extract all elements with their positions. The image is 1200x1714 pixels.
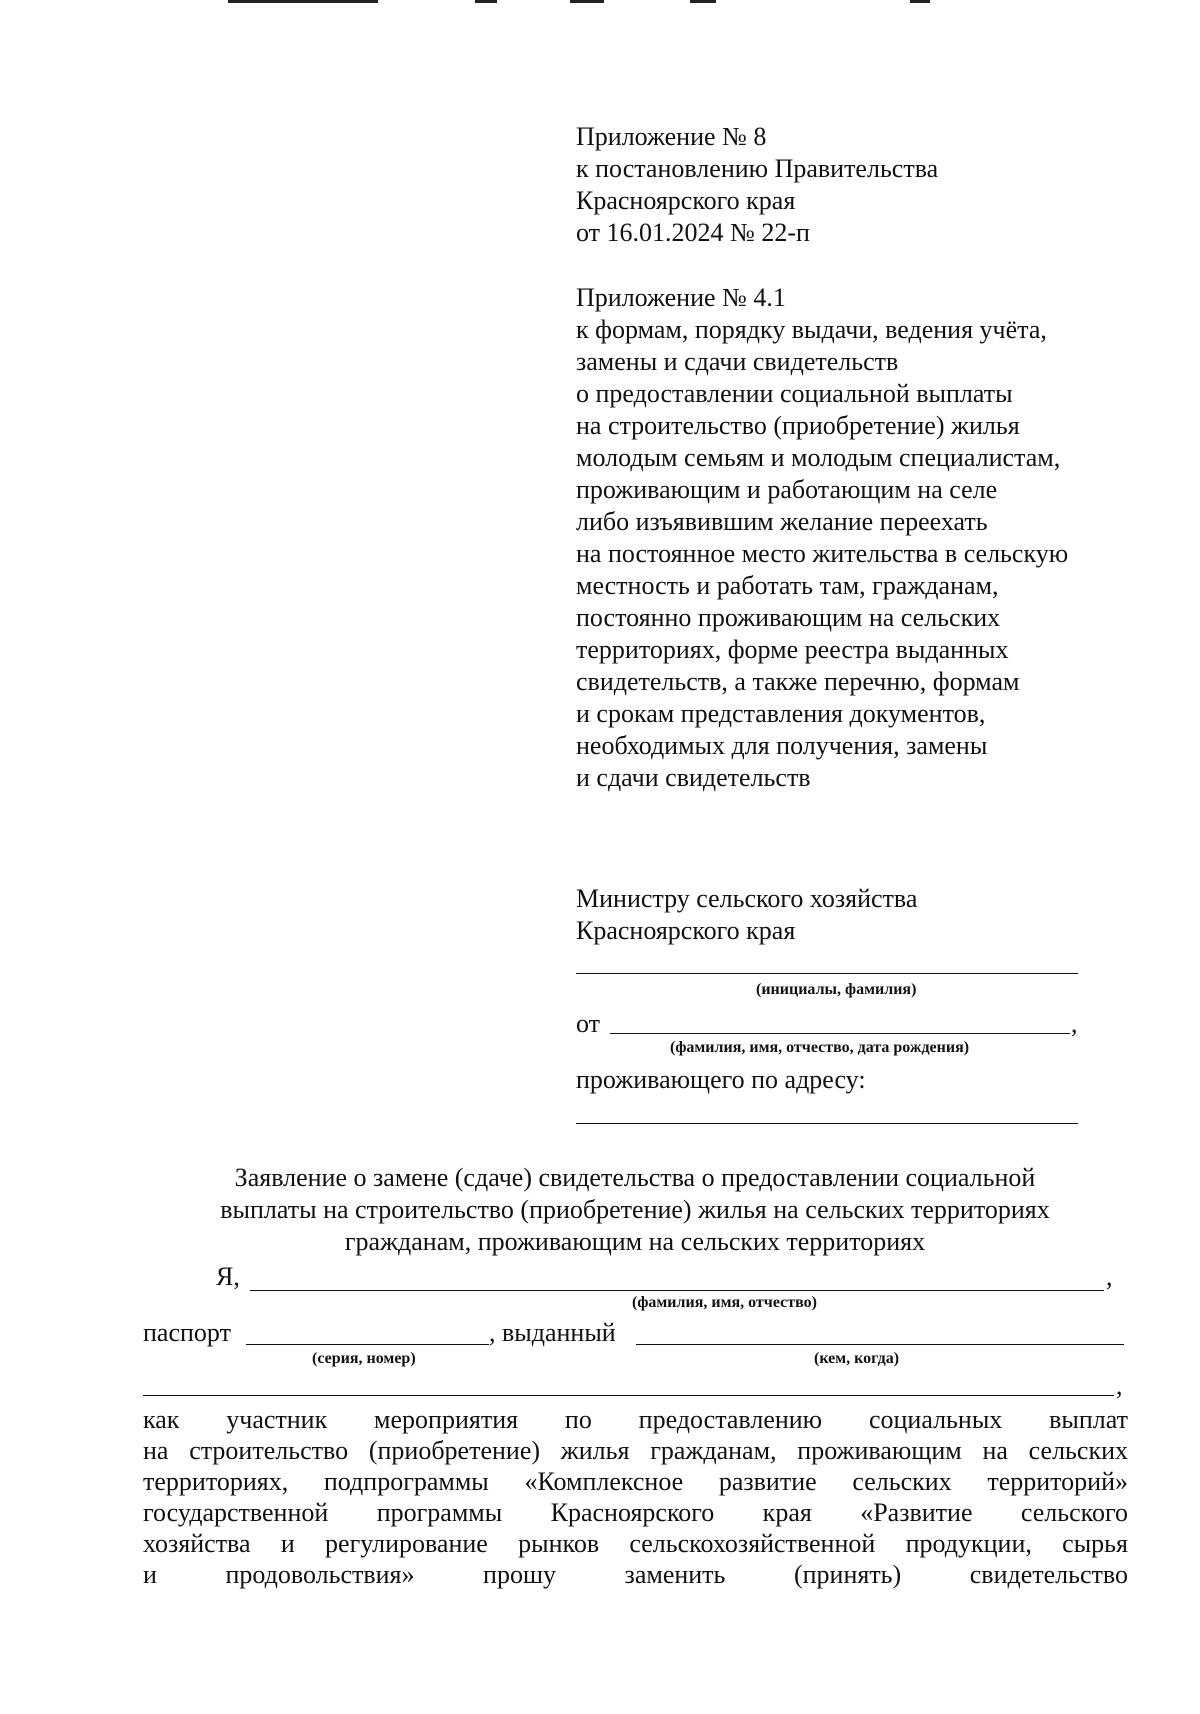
body-line: территориях, подпрограммы «Комплексное развитие сельских территорий» <box>143 1467 1128 1496</box>
scan-edge-marks <box>0 0 1200 6</box>
title-line: выплаты на строительство (приобретение) жилья на сельских территориях <box>220 1195 1050 1224</box>
fio-field[interactable] <box>250 1290 1104 1291</box>
title-line: Заявление о замене (сдаче) свидетельства о предоставлении социальной <box>234 1163 1036 1192</box>
address-label: проживающего по адресу: <box>576 1065 866 1094</box>
appendix-secondary-line: замены и сдачи свидетельств <box>576 347 899 376</box>
appendix-main-line: Красноярского края <box>576 186 796 215</box>
from-label: от <box>576 1009 601 1038</box>
passport-series-field[interactable] <box>246 1344 489 1345</box>
i-label: Я, <box>216 1262 240 1291</box>
appendix-main-block <box>576 121 938 249</box>
initials-field[interactable] <box>576 973 1078 974</box>
appendix-secondary-block <box>576 282 1068 794</box>
series-hint: (серия, номер) <box>312 1350 416 1367</box>
appendix-main-line: к постановлению Правительства <box>576 154 939 183</box>
appendix-secondary-line: постоянно проживающим на сельских <box>576 603 1001 632</box>
body-paragraph <box>143 1404 1128 1590</box>
from-hint: (фамилия, имя, отчество, дата рождения) <box>670 1039 970 1056</box>
appendix-secondary-line: и сдачи свидетельств <box>576 763 811 792</box>
from-field[interactable] <box>610 1033 1070 1034</box>
appendix-secondary-line: о предоставлении социальной выплаты <box>576 379 1013 408</box>
appendix-secondary-line: местность и работать там, гражданам, <box>576 571 999 600</box>
document-title <box>140 1162 1130 1258</box>
fio-hint: (фамилия, имя, отчество) <box>632 1294 817 1311</box>
body-line: как участник мероприятия по предоставлению социальных выплат <box>143 1405 1128 1434</box>
appendix-secondary-line: свидетельств, а также перечню, формам <box>576 667 1020 696</box>
issued-continuation-field[interactable] <box>143 1395 1114 1396</box>
body-line: и продовольствия» прошу заменить (принять) свидетельство <box>143 1560 1128 1589</box>
appendix-secondary-line: либо изъявившим желание переехать <box>576 507 988 536</box>
body-line: на строительство (приобретение) жилья гражданам, проживающим на сельских <box>143 1436 1128 1465</box>
appendix-main-line: от 16.01.2024 № 22-п <box>576 218 810 247</box>
addressee-line: Красноярского края <box>576 916 796 945</box>
appendix-main-line: Приложение № 8 <box>576 122 767 151</box>
i-comma: , <box>1106 1262 1113 1291</box>
body-line: хозяйства и регулирование рынков сельскохозяйственной продукции, сырья <box>143 1529 1128 1558</box>
issued-label: , выданный <box>489 1318 616 1347</box>
issued-field[interactable] <box>636 1344 1124 1345</box>
appendix-secondary-line: территориях, форме реестра выданных <box>576 635 1009 664</box>
appendix-secondary-line: необходимых для получения, замены <box>576 731 988 760</box>
appendix-secondary-line: проживающим и работающим на селе <box>576 475 998 504</box>
appendix-secondary-line: Приложение № 4.1 <box>576 283 786 312</box>
from-comma: , <box>1071 1009 1078 1038</box>
appendix-secondary-line: и срокам представления документов, <box>576 699 986 728</box>
address-field[interactable] <box>576 1123 1078 1124</box>
passport-label: паспорт <box>143 1318 231 1347</box>
addressee-block <box>576 883 917 947</box>
initials-hint: (инициалы, фамилия) <box>756 981 917 998</box>
issued-hint: (кем, когда) <box>814 1350 900 1367</box>
appendix-secondary-line: молодым семьям и молодым специалистам, <box>576 443 1061 472</box>
title-line: гражданам, проживающим на сельских территориях <box>344 1227 926 1256</box>
line-comma: , <box>1116 1371 1123 1400</box>
body-line: государственной программы Красноярского края «Развитие сельского <box>143 1498 1128 1527</box>
appendix-secondary-line: на постоянное место жительства в сельскую <box>576 539 1069 568</box>
appendix-secondary-line: к формам, порядку выдачи, ведения учёта, <box>576 315 1047 344</box>
addressee-line: Министру сельского хозяйства <box>576 884 918 913</box>
appendix-secondary-line: на строительство (приобретение) жилья <box>576 411 1020 440</box>
